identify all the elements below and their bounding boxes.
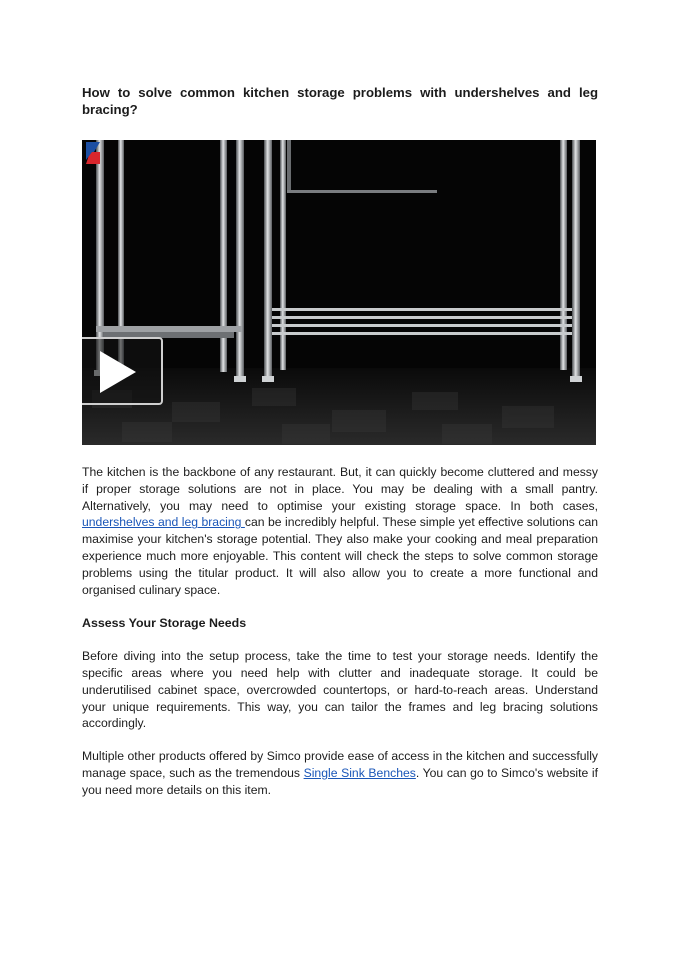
video-play-button[interactable] bbox=[82, 337, 163, 405]
page-title: How to solve common kitchen storage problems with undershelves and leg bracing? bbox=[82, 85, 598, 117]
hero-image bbox=[82, 140, 596, 445]
simco-logo-icon bbox=[82, 140, 104, 166]
intro-text-before-link: The kitchen is the backbone of any restaurant. But, it can quickly become cluttered and messy if proper storage solutions are not in place. You may be dealing with a small pantry. Alternatively, you may need to optimise your existing storage space. In both cases, bbox=[82, 465, 598, 513]
document-page bbox=[82, 84, 598, 799]
undershelves-leg-bracing-link[interactable]: undershelves and leg bracing bbox=[82, 515, 245, 530]
single-sink-benches-link[interactable]: Single Sink Benches bbox=[303, 765, 416, 780]
intro-text-after-link: can be incredibly helpful. These simple yet effective solutions can maximise your kitchen's storage potential. They also make your cooking and meal preparation experience much more enjoyable. This content will check the steps to solve common storage problems using the titular product. It will also allow you to create a more functional and organised culinary space. bbox=[82, 515, 599, 597]
play-icon bbox=[100, 351, 136, 393]
section-heading: Assess Your Storage Needs bbox=[82, 616, 247, 631]
products-paragraph bbox=[82, 748, 598, 798]
intro-paragraph bbox=[82, 464, 598, 598]
products-text-after-link: . You can go to Simco's website if you need more details on this item. bbox=[82, 765, 598, 797]
products-text-before-link: Multiple other products offered by Simco provide ease of access in the kitchen and successfully manage space, such as the tremendous bbox=[82, 749, 598, 780]
assess-paragraph: Before diving into the setup process, take the time to test your storage needs. Identify the specific areas where you need help with clutter and inadequate storage. It could be underutilised cabinet space, overcrowded countertops, or hard-to-reach areas. Understand your unique requirements. This way, you can tailor the frames and leg bracing solutions accordingly. bbox=[82, 649, 598, 731]
